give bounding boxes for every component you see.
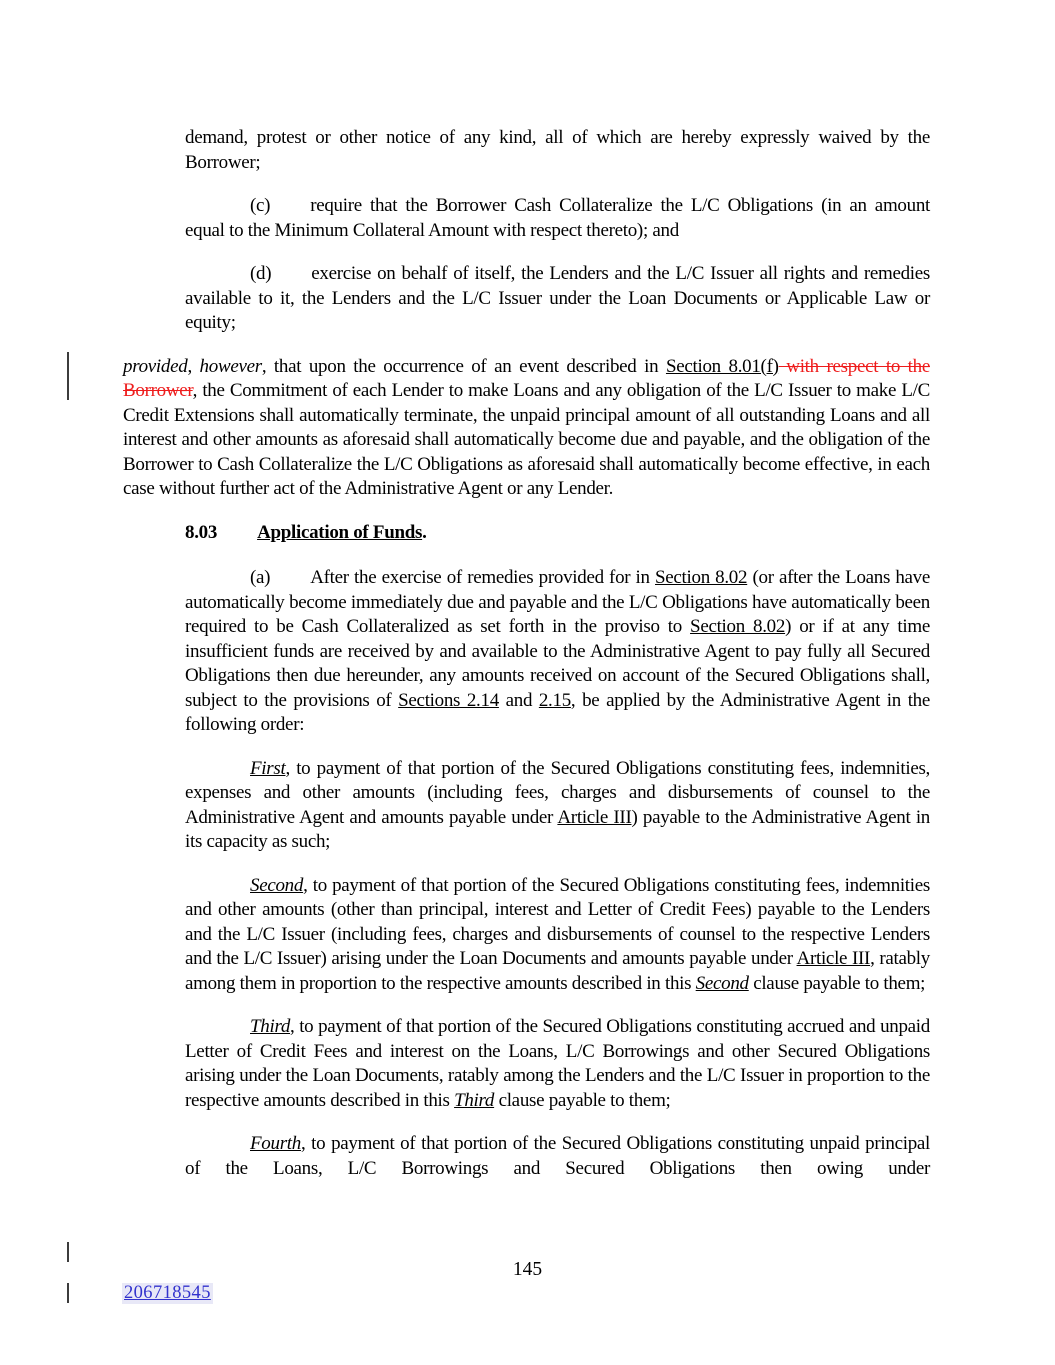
para-proviso-acceleration: provided, however, that upon the occurrence of an event described in Section 8.01(f) with respect to the Borrower, the Commitment of each Lender to make Loans and any obligation of the L/C Issuer to make L/C Credit Extensions shall automatically terminate, the unpaid principal amount of all outstanding Loans and all interest and other amounts as aforesaid shall automatically become due and payable, and the obligation of the Borrower to Cash Collateralize the L/C Obligations as aforesaid shall automatically become effective, in each case without further act of the Administrative Agent or any Lender. [123,355,930,499]
para-priority-third: Third, to payment of that portion of the Secured Obligations constituting accrued and unpaid Letter of Credit Fees and interest on the Loans, L/C Borrowings and other Secured Obligations arising under the Loan Documents, ratably among the Lenders and the L/C Issuer in proportion to the respective amounts described in this Third clause payable to them; [185,1016,930,1111]
doc-number-link[interactable]: 206718545 [124,1283,211,1303]
revision-change-bar [67,352,69,400]
page-number: 145 [512,1259,543,1280]
para-clause-d: (d) exercise on behalf of itself, the Lenders and the L/C Issuer all rights and remedies available to it, the Lenders and the L/C Issuer under the Loan Documents or Applicable Law or equity; [185,263,930,333]
para-remedy-waiver-continuation: demand, protest or other notice of any kind, all of which are hereby expressly waived by the Borrower; [185,127,930,173]
para-clause-a-application: (a) After the exercise of remedies provided for in Section 8.02 (or after the Loans have automatically become immediately due and payable and the L/C Obligations have automatically been required to be Cash Collateralized as set forth in the proviso to Section 8.02) or if at any time insufficient funds are received by and available to the Administrative Agent to pay fully all Secured Obligations then due hereunder, any amounts received on account of the Secured Obligations shall, subject to the provisions of Sections 2.14 and 2.15, be applied by the Administrative Agent in the following order: [185,567,931,735]
heading-section-8-03: 8.03 Application of Funds. [185,521,427,543]
para-priority-second: Second, to payment of that portion of the Secured Obligations constituting fees, indemnities and other amounts (other than principal, interest and Letter of Credit Fees) payable to the Lenders and the L/C Issuer (including fees, charges and disbursements of counsel to the respective Lenders and the L/C Issuer) arising under the Loan Documents and amounts payable under Article III, ratably among them in proportion to the respective amounts described in this Second clause payable to them; [185,874,930,994]
revision-change-bar [67,1283,69,1303]
para-priority-first: First, to payment of that portion of the Secured Obligations constituting fees, indemnities, expenses and other amounts (including fees, charges and disbursements of counsel to the Administrative Agent and amounts payable under Article III) payable to the Administrative Agent in its capacity as such; [185,757,931,852]
para-clause-c: (c) require that the Borrower Cash Collateralize the L/C Obligations (in an amount equal to the Minimum Collateral Amount with respect thereto); and [185,195,930,241]
para-priority-fourth: Fourth, to payment of that portion of the Secured Obligations constituting unpaid principal of the Loans, L/C Borrowings and Secured Obligations then owing under [185,1133,930,1179]
